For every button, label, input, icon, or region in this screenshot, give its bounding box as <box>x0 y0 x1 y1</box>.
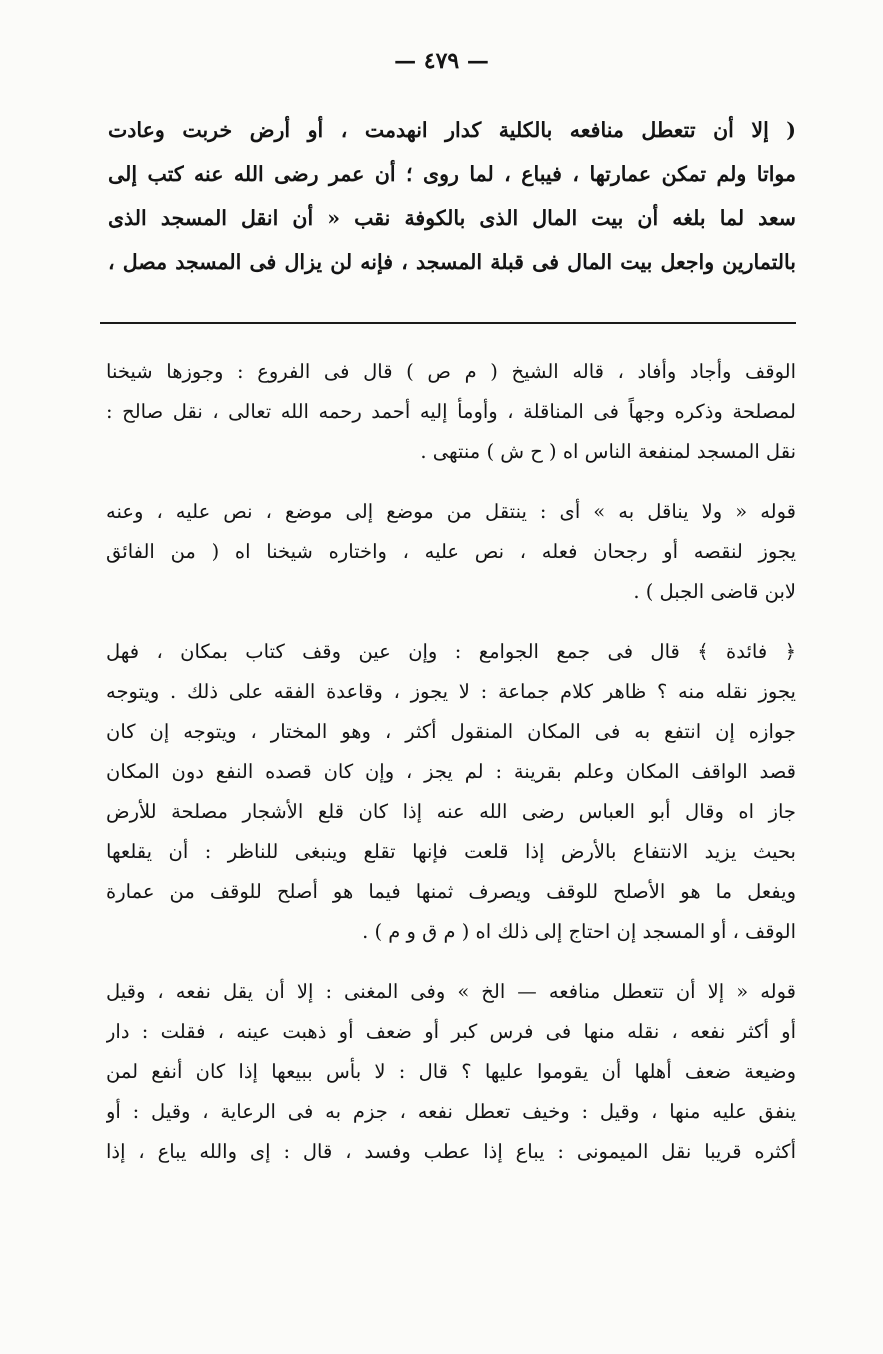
footnote-line: قصد الواقف المكان وعلم بقرينة : لم يجز ، وإن كان قصده النفع دون المكان <box>106 760 796 783</box>
footnote-block <box>106 492 796 612</box>
footnote-line: قوله « ولا يناقل به » أى : ينتقل من موضع إلى موضع ، نص عليه ، وعنه <box>106 500 796 523</box>
footnote-line: الوقف وأجاد وأفاد ، قاله الشيخ ( م ص ) قال فى الفروع : وجوزها شيخنا <box>106 360 796 383</box>
footnote-line: يجوز لنقصه أو رجحان فعله ، نص عليه ، واختاره شيخنا اه ( من الفائق <box>106 540 796 563</box>
footnote-line: ينفق عليه منها ، وقيل : وخيف تعطل نفعه ، جزم به فى الرعاية ، وقيل : أو <box>106 1100 796 1123</box>
footnote-block <box>106 632 796 952</box>
footnote-line: ويفعل ما هو الأصلح للوقف ويصرف ثمنها فيما هو أصلح للوقف من عمارة <box>106 880 796 903</box>
footnote-line: ﴿ فائدة ﴾ قال فى جمع الجوامع : وإن عين وقف كتاب بمكان ، فهل <box>106 640 796 663</box>
footnote-line: أكثره قريبا نقل الميمونى : يباع إذا عطب وفسد ، قال : إى والله يباع ، إذا <box>106 1140 796 1163</box>
footnote-line: قوله « إلا أن تتعطل منافعه — الخ » وفى المغنى : إلا أن يقل نفعه ، وقيل <box>106 980 796 1003</box>
main-text <box>108 108 796 284</box>
footnote-line: يجوز نقله منه ؟ ظاهر كلام جماعة : لا يجوز ، وقاعدة الفقه على ذلك . ويتوجه <box>106 680 796 703</box>
footnote-block <box>106 972 796 1172</box>
main-text-line: بالتمارين واجعل بيت المال فى قبلة المسجد ، فإنه لن يزال فى المسجد مصل ، <box>108 250 796 274</box>
footnote-line: نقل المسجد لمنفعة الناس اه ( ح ش ) منتهى . <box>420 440 796 463</box>
footnotes <box>106 352 796 1192</box>
footnote-separator <box>100 322 796 324</box>
footnote-block <box>106 352 796 472</box>
page-number: — ٤٧٩ — <box>394 48 489 74</box>
main-text-line: سعد لما بلغه أن بيت المال الذى بالكوفة نقب « أن انقل المسجد الذى <box>108 206 796 230</box>
footnote-line: أو أكثر نفعه ، نقله منها فى فرس كبر أو ضعف أو ذهبت عينه ، فقلت : دار <box>106 1020 796 1043</box>
main-text-line: مواتا ولم تمكن عمارتها ، فيباع ، لما روى ؛ أن عمر رضى الله عنه كتب إلى <box>108 162 796 186</box>
footnote-line: بحيث يزيد الانتفاع بالأرض إذا قلعت فإنها تقلع وينبغى للناظر : أن يقلعها <box>106 840 796 863</box>
footnote-line: جوازه إن انتفع به فى المكان المنقول أكثر ، وهو المختار ، ويتوجه إن كان <box>106 720 796 743</box>
footnote-line: لمصلحة وذكره وجهاً فى المناقلة ، وأومأ إليه أحمد رحمه الله تعالى ، نقل صالح : <box>106 400 796 423</box>
footnote-line: جاز اه وقال أبو العباس رضى الله عنه إذا كان قلع الأشجار مصلحة للأرض <box>106 800 796 823</box>
main-text-line: ( إلا أن تتعطل منافعه بالكلية كدار انهدمت ، أو أرض خربت وعادت <box>108 118 796 142</box>
footnote-line: لابن قاضى الجبل ) . <box>633 580 796 603</box>
footnote-line: الوقف ، أو المسجد إن احتاج إلى ذلك اه ( م ق و م ) . <box>362 920 796 943</box>
footnote-line: وضيعة ضعف أهلها أن يقوموا عليها ؟ قال : لا بأس ببيعها إذا كان أنفع لمن <box>106 1060 796 1083</box>
